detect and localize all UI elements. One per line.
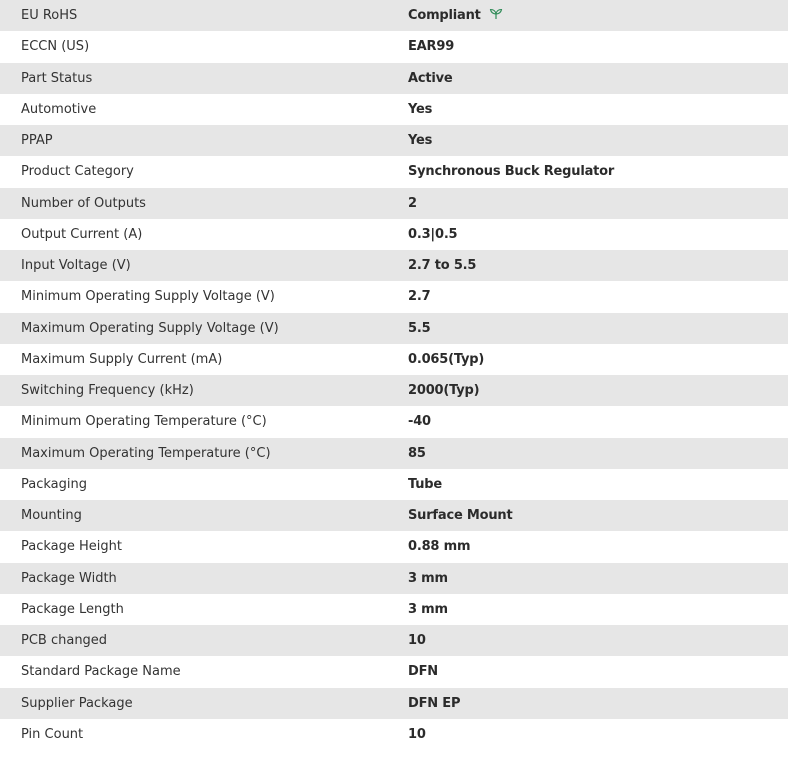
spec-label: PPAP	[21, 133, 53, 149]
spec-value: 3 mm	[408, 570, 448, 586]
spec-row-min-supply-voltage	[0, 281, 788, 312]
spec-label: Automotive	[21, 101, 97, 117]
spec-value: 0.88 mm	[408, 539, 471, 555]
spec-value: 10	[408, 726, 426, 742]
spec-row-ppap	[0, 125, 788, 156]
spec-value: DFN	[408, 664, 438, 680]
spec-row-number-of-outputs	[0, 188, 788, 219]
spec-row-package-length	[0, 594, 788, 625]
spec-row-pin-count	[0, 719, 788, 750]
spec-label: Supplier Package	[21, 695, 133, 711]
spec-row-max-supply-voltage	[0, 313, 788, 344]
spec-row-min-operating-temp	[0, 406, 788, 437]
spec-row-part-status	[0, 63, 788, 94]
spec-row-package-height	[0, 531, 788, 562]
spec-value: DFN EP	[408, 695, 461, 711]
spec-value: Compliant	[408, 8, 481, 24]
spec-row-supplier-package	[0, 688, 788, 719]
spec-row-eccn	[0, 31, 788, 62]
spec-label: Package Height	[21, 539, 122, 555]
spec-row-package-width	[0, 563, 788, 594]
spec-row-eu-rohs	[0, 0, 788, 31]
spec-label: Input Voltage (V)	[21, 258, 131, 274]
spec-row-output-current	[0, 219, 788, 250]
spec-label: Maximum Supply Current (mA)	[21, 351, 223, 367]
spec-label: PCB changed	[21, 633, 108, 649]
spec-label: EU RoHS	[21, 8, 78, 24]
spec-row-automotive	[0, 94, 788, 125]
spec-label: Package Width	[21, 570, 117, 586]
spec-value: Synchronous Buck Regulator	[408, 164, 615, 180]
spec-value: Surface Mount	[408, 508, 513, 524]
spec-value: 2	[408, 195, 417, 211]
spec-value: EAR99	[408, 39, 455, 55]
spec-row-product-category	[0, 156, 788, 187]
spec-label: Mounting	[21, 508, 82, 524]
spec-row-max-supply-current	[0, 344, 788, 375]
spec-label: Minimum Operating Temperature (°C)	[21, 414, 267, 430]
spec-value: -40	[408, 414, 431, 430]
spec-row-input-voltage	[0, 250, 788, 281]
spec-value: 2.7	[408, 289, 431, 305]
spec-label: Minimum Operating Supply Voltage (V)	[21, 289, 275, 305]
spec-row-standard-package-name	[0, 656, 788, 687]
spec-value: Yes	[408, 101, 433, 117]
spec-label: Product Category	[21, 164, 134, 180]
spec-label: Pin Count	[21, 726, 84, 742]
spec-label: Maximum Operating Temperature (°C)	[21, 445, 271, 461]
spec-value: Yes	[408, 133, 433, 149]
spec-value: 2.7 to 5.5	[408, 258, 477, 274]
spec-value: 0.065(Typ)	[408, 351, 485, 367]
spec-value: 5.5	[408, 320, 431, 336]
spec-label: ECCN (US)	[21, 39, 90, 55]
spec-row-pcb-changed	[0, 625, 788, 656]
spec-label: Maximum Operating Supply Voltage (V)	[21, 320, 279, 336]
spec-label: Standard Package Name	[21, 664, 181, 680]
spec-value: Active	[408, 70, 453, 86]
spec-label: Package Length	[21, 601, 124, 617]
spec-row-packaging	[0, 469, 788, 500]
spec-label: Output Current (A)	[21, 226, 143, 242]
spec-value: 3 mm	[408, 601, 448, 617]
spec-value: 10	[408, 633, 426, 649]
spec-value: Tube	[408, 476, 443, 492]
spec-row-mounting	[0, 500, 788, 531]
spec-row-max-operating-temp	[0, 438, 788, 469]
spec-value: 85	[408, 445, 426, 461]
spec-value: 2000(Typ)	[408, 383, 480, 399]
spec-value: 0.3|0.5	[408, 226, 458, 242]
leaf-icon	[489, 8, 503, 20]
spec-label: Part Status	[21, 70, 93, 86]
spec-label: Number of Outputs	[21, 195, 146, 211]
spec-value-cell	[387, 0, 788, 31]
spec-label: Packaging	[21, 476, 87, 492]
spec-label: Switching Frequency (kHz)	[21, 383, 194, 399]
spec-row-switching-frequency	[0, 375, 788, 406]
